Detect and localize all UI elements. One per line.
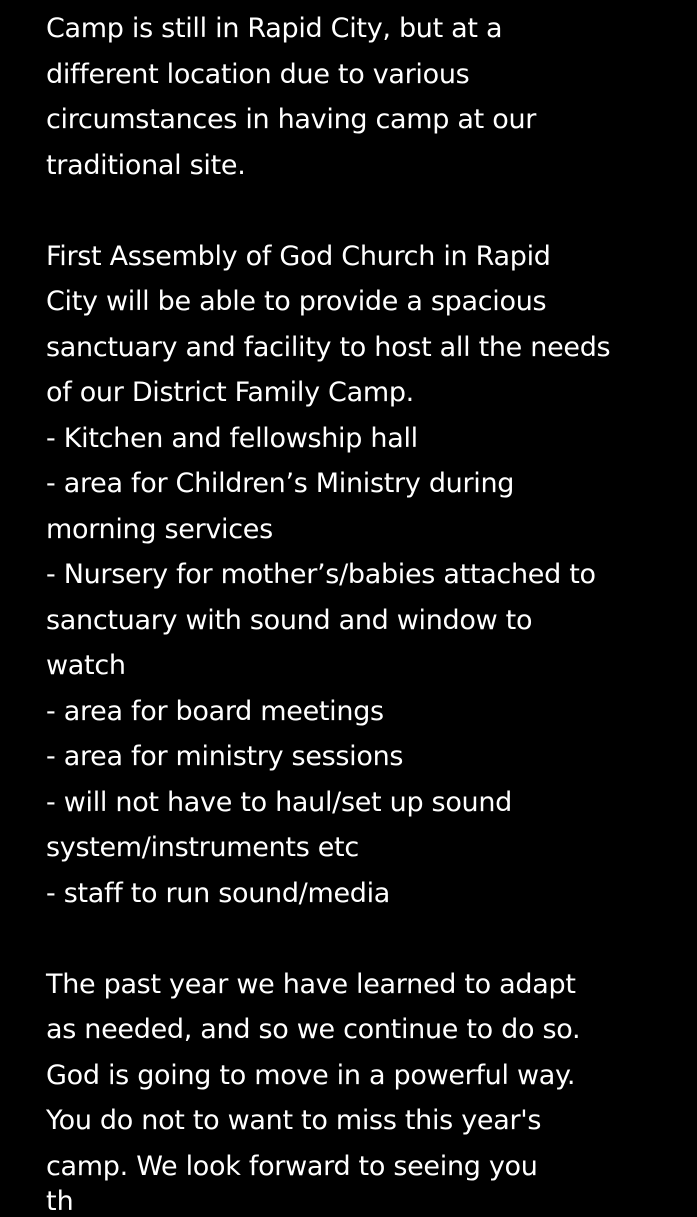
text-line: circumstances in having camp at our (46, 104, 537, 135)
list-item-continued: sanctuary with sound and window to (46, 604, 533, 636)
cut-off-text-line (46, 1186, 86, 1217)
list-item: - area for board meetings (46, 695, 384, 727)
text-line: of our District Family Camp. (46, 377, 414, 408)
list-item-continued: morning services (46, 513, 273, 545)
text-line: sanctuary and facility to host all the needs (46, 331, 611, 363)
text-line: different location due to various (46, 58, 470, 90)
note-body[interactable] (46, 6, 686, 1189)
text-line: as needed, and so we continue to do so. (46, 1014, 581, 1045)
text-line: Camp is still in Rapid City, but at a (46, 13, 503, 44)
text-line: camp. We look forward to seeing you (46, 1150, 538, 1182)
text-line: The past year we have learned to adapt (46, 968, 576, 1000)
paragraph-spacer (46, 188, 686, 234)
list-item: - area for Children’s Ministry during (46, 468, 515, 499)
paragraph-closing (46, 962, 686, 1190)
list-item-continued: system/instruments etc (46, 832, 359, 863)
list-item: - Kitchen and fellowship hall (46, 422, 418, 454)
list-item: - staff to run sound/media (46, 877, 391, 909)
text-line: You do not to want to miss this year's (46, 1105, 542, 1136)
list-item: - area for ministry sessions (46, 741, 404, 772)
cut-off-text: th (46, 1186, 74, 1217)
paragraph-spacer (46, 916, 686, 962)
paragraph-camp-location (46, 6, 686, 188)
text-line: traditional site. (46, 149, 246, 181)
text-line: First Assembly of God Church in Rapid (46, 240, 551, 272)
paragraph-facility-list (46, 234, 686, 917)
text-line: God is going to move in a powerful way. (46, 1059, 576, 1091)
list-item: - Nursery for mother’s/babies attached to (46, 559, 596, 590)
list-item-continued: watch (46, 650, 126, 681)
text-line: City will be able to provide a spacious (46, 286, 547, 317)
list-item: - will not have to haul/set up sound (46, 786, 513, 818)
